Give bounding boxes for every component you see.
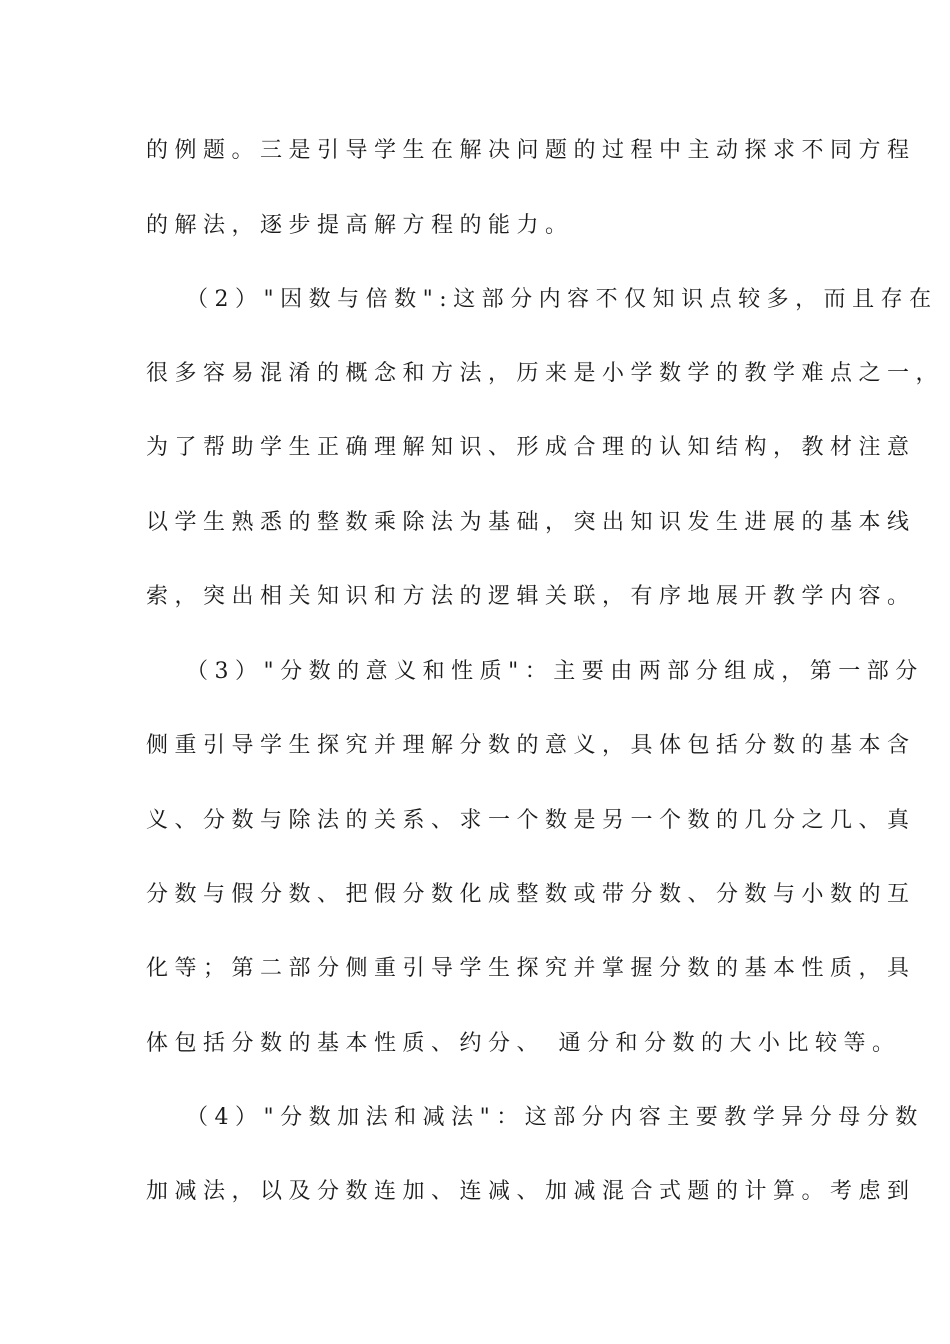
paragraph-heading-line: （4）"分数加法和减法"：这部分内容主要教学异分母分数 <box>186 1105 924 1130</box>
text-line: 分数与假分数、把假分数化成整数或带分数、分数与小数的互 <box>146 882 916 907</box>
text-line: 的例题。三是引导学生在解决问题的过程中主动探求不同方程 <box>146 138 916 163</box>
text-line: 侧重引导学生探究并理解分数的意义，具体包括分数的基本含 <box>146 733 916 758</box>
text-line: 加减法，以及分数连加、连减、加减混合式题的计算。考虑到 <box>146 1179 916 1204</box>
paragraph-heading-line: （3）"分数的意义和性质"：主要由两部分组成，第一部分 <box>186 659 924 684</box>
text-line: 义、分数与除法的关系、求一个数是另一个数的几分之几、真 <box>146 808 916 833</box>
text-line: 索，突出相关知识和方法的逻辑关联，有序地展开教学内容。 <box>146 584 916 609</box>
text-line: 为了帮助学生正确理解知识、形成合理的认知结构，教材注意 <box>146 435 916 460</box>
paragraph-heading-line: （2）"因数与倍数":这部分内容不仅知识点较多，而且存在 <box>186 287 938 312</box>
text-line: 化等；第二部分侧重引导学生探究并掌握分数的基本性质，具 <box>146 956 916 981</box>
text-line: 以学生熟悉的整数乘除法为基础，突出知识发生进展的基本线 <box>146 510 916 535</box>
text-line: 很多容易混淆的概念和方法，历来是小学数学的教学难点之一， <box>146 361 945 386</box>
text-line: 体包括分数的基本性质、约分、 通分和分数的大小比较等。 <box>146 1031 901 1056</box>
text-line: 的解法，逐步提高解方程的能力。 <box>146 213 574 238</box>
